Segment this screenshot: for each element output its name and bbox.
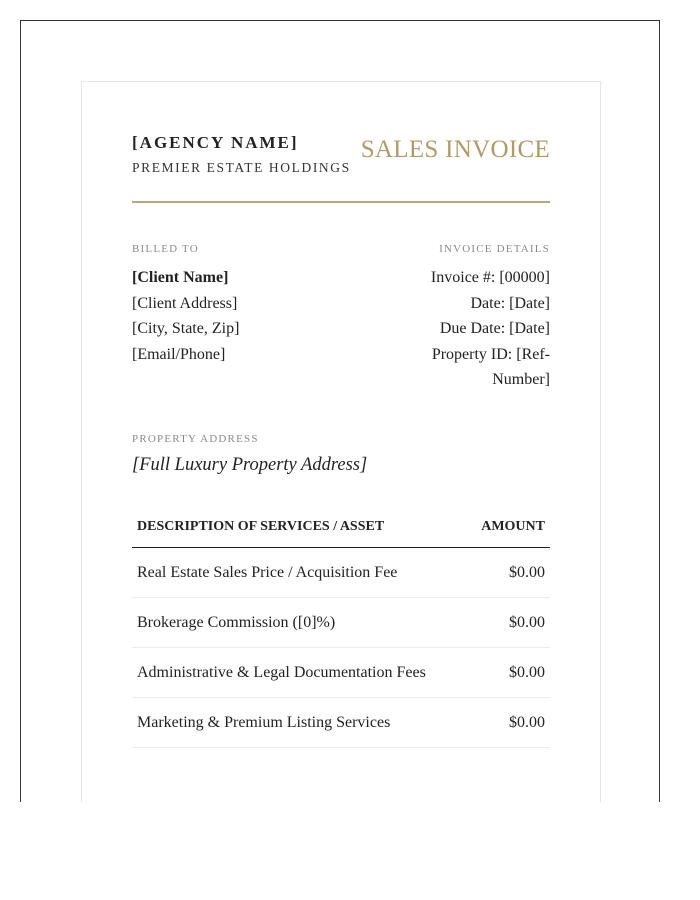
client-email-phone: [Email/Phone] <box>132 345 226 363</box>
description-header: DESCRIPTION OF SERVICES / ASSET <box>132 508 467 548</box>
table-row <box>132 648 550 698</box>
row-amount: $0.00 <box>467 698 550 748</box>
client-name: [Client Name] <box>132 269 229 286</box>
invoice-date: Date: [Date] <box>470 294 550 312</box>
invoice-sheet <box>81 81 601 802</box>
invoice-details-block <box>330 243 550 393</box>
row-description: Marketing & Premium Listing Services <box>132 698 467 748</box>
billing-info <box>132 243 550 433</box>
row-amount: $0.00 <box>467 648 550 698</box>
client-city-state-zip: [City, State, Zip] <box>132 320 240 337</box>
invoice-details-label: INVOICE DETAILS <box>439 243 550 255</box>
invoice-content <box>132 132 550 748</box>
agency-name: [AGENCY NAME] <box>132 133 299 152</box>
billed-to-label: BILLED TO <box>132 243 199 255</box>
property-address: [Full Luxury Property Address] <box>132 455 368 475</box>
table-header-row <box>132 508 550 548</box>
agency-subtitle: PREMIER ESTATE HOLDINGS <box>132 160 351 175</box>
row-amount: $0.00 <box>467 598 550 648</box>
row-amount: $0.00 <box>467 548 550 598</box>
property-address-label: PROPERTY ADDRESS <box>132 433 259 445</box>
invoice-number: Invoice #: [00000] <box>430 269 550 286</box>
table-row <box>132 598 550 648</box>
row-description: Administrative & Legal Documentation Fees <box>132 648 467 698</box>
row-description: Brokerage Commission ([0]%) <box>132 598 467 648</box>
table-row <box>132 548 550 598</box>
property-id-continued: Number] <box>492 371 550 388</box>
property-id: Property ID: [Ref- <box>431 345 550 363</box>
line-items-table <box>132 508 550 748</box>
row-description: Real Estate Sales Price / Acquisition Fee <box>132 548 467 598</box>
invoice-due-date: Due Date: [Date] <box>439 320 550 337</box>
billed-to-block <box>132 243 239 367</box>
amount-header: AMOUNT <box>467 508 550 548</box>
property-address-block <box>132 433 550 476</box>
client-address: [Client Address] <box>132 294 238 312</box>
document-title: SALES INVOICE <box>360 136 550 163</box>
table-row <box>132 698 550 748</box>
invoice-header <box>132 132 550 203</box>
